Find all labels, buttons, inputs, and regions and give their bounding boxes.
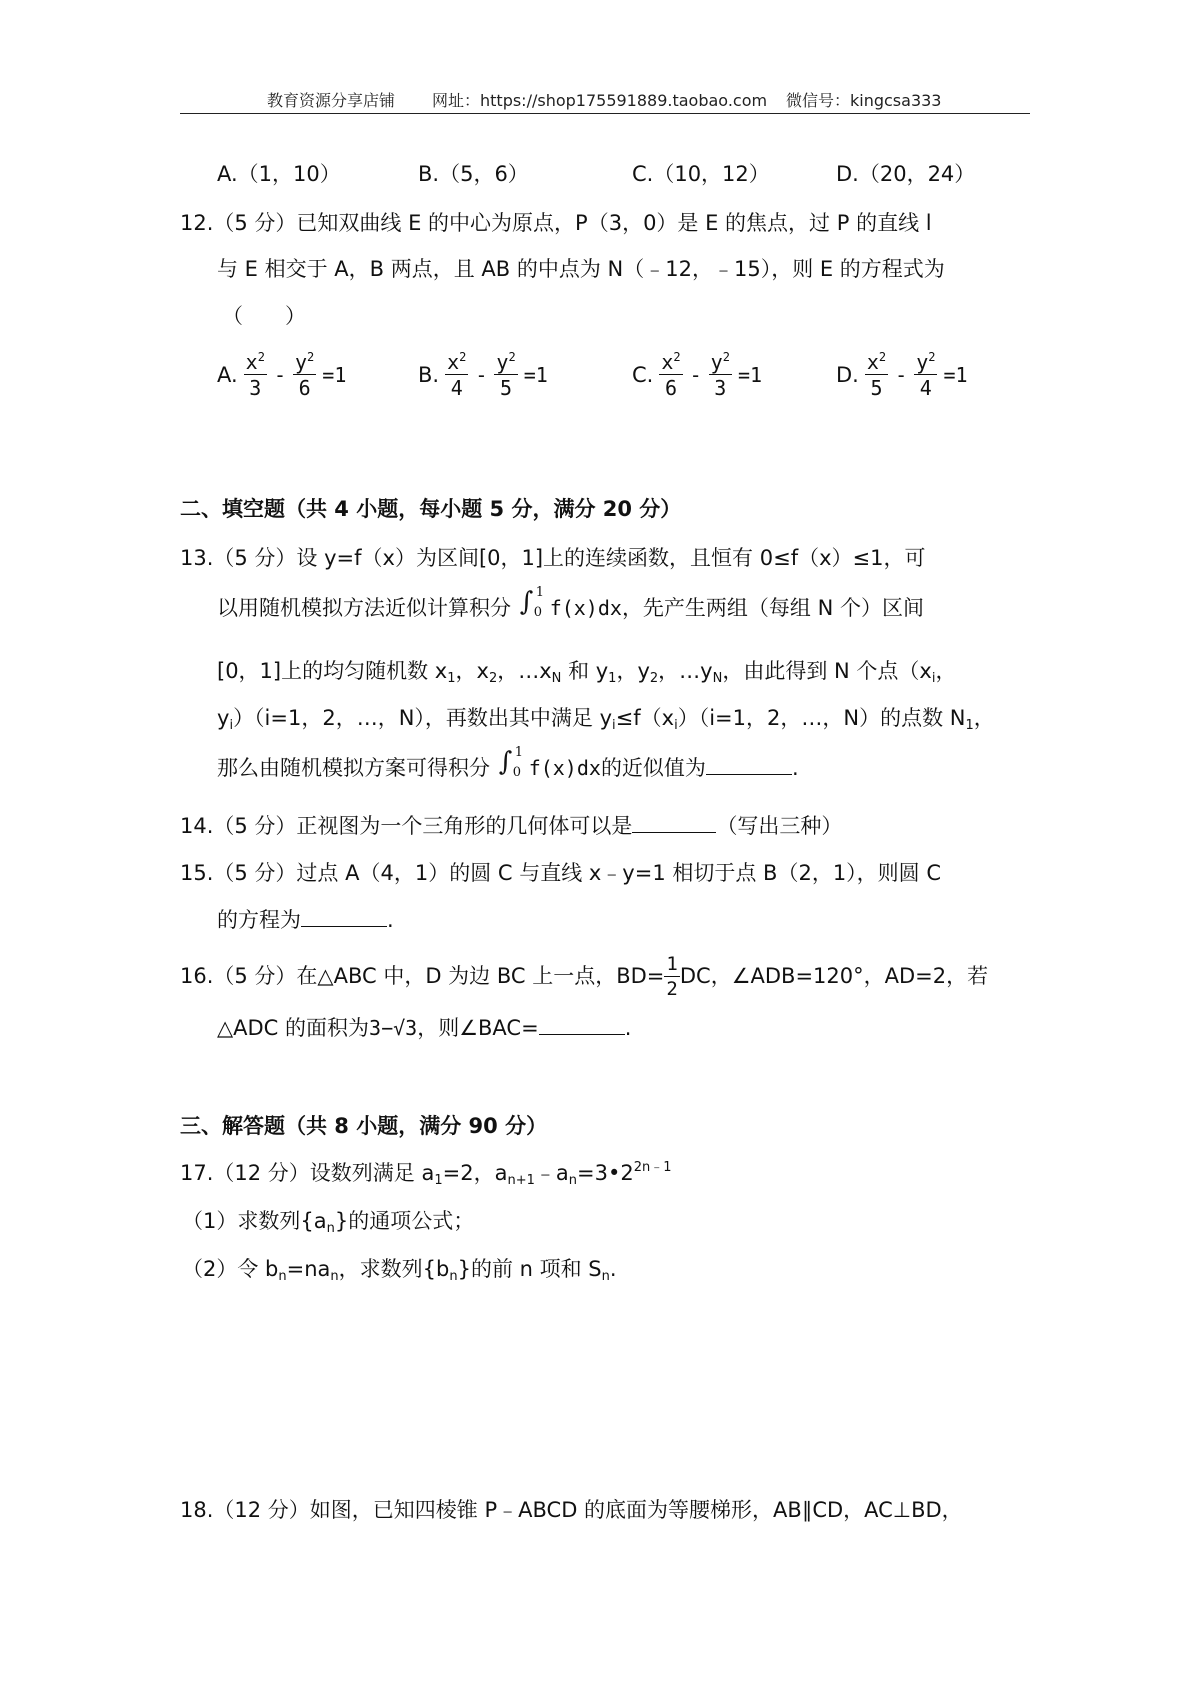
header-shop: 教育资源分享店铺: [267, 91, 396, 110]
option-label: D.: [836, 363, 859, 387]
fraction-one-half: $\frac{1}{2}$: [666, 953, 678, 1000]
fraction-x: $\frac{x^2}{6}$: [661, 350, 681, 400]
q13-line3: [0，1]上的均匀随机数 $x_1$，$x_2$，$\dots x_N$ 和 $y_1$，$y_2$，$\dots y_N$，由此得到 N 个点（$x_i$，: [217, 659, 957, 686]
option-label: A.: [217, 363, 238, 387]
q12-line1: 12.（5 分）已知双曲线 E 的中心为原点，P（3，0）是 E 的焦点，过 P 的直线 l: [180, 211, 932, 235]
q13-line2: 以用随机模拟方法近似计算积分 ∫ 1 0 f(x)dx，先产生两组（每组 N 个）区间: [217, 585, 924, 620]
q15-line2: 的方程为 .: [217, 908, 394, 932]
fraction-x: $\frac{x^2}{4}$: [447, 350, 467, 400]
fraction-y: $\frac{y^2}{6}$: [295, 350, 315, 400]
q17-part2: （2）令 $b_n=na_n$，求数列$\{b_n\}$的前 n 项和 $S_n$.: [182, 1257, 617, 1284]
q16-line2: △ADC 的面积为3−√3，则∠BAC= .: [217, 1016, 632, 1040]
fraction-y: $\frac{y^2}{5}$: [496, 350, 516, 400]
q17-line1: 17.（12 分）设数列满足 $a_1=2$，$a_{n+1}﹣a_n=3•2^{2n﹣1}$: [180, 1160, 672, 1188]
q12-option-c: C. $\frac{x^2}{6}$ - $\frac{y^2}{3}$ =1: [632, 350, 763, 400]
integral-icon: ∫ 1 0: [519, 585, 544, 620]
integral-icon: ∫ 1 0: [498, 745, 523, 780]
section-title-fill-blank: 二、填空题（共 4 小题，每小题 5 分，满分 20 分）: [180, 497, 682, 521]
q12-line3: （ ）: [222, 304, 306, 328]
option-label: B.: [418, 363, 440, 387]
answer-blank: [706, 756, 792, 775]
q13-line4: $y_i)(i=1$，2，…，N），再数出其中满足 $y_i\le f(x_i)(i=1$，2，…，N）的点数 $N_1$，: [217, 706, 995, 733]
q12-option-d: D. $\frac{x^2}{5}$ - $\frac{y^2}{4}$ =1: [836, 350, 968, 400]
q14-line: 14.（5 分）正视图为一个三角形的几何体可以是 （写出三种）: [180, 814, 843, 838]
q12-option-a: A. $\frac{x^2}{3}$ - $\frac{y^2}{6}$ =1: [217, 350, 347, 400]
q11-option-c: C.（10，12）: [632, 162, 770, 186]
answer-blank: [301, 908, 387, 927]
fraction-y: $\frac{y^2}{4}$: [916, 350, 936, 400]
q11-option-a: A.（1，10）: [217, 162, 341, 186]
answer-blank: [632, 814, 716, 833]
fraction-x: $\frac{x^2}{5}$: [866, 350, 887, 400]
q16-line1: 16.（5 分）在△ABC 中，D 为边 BC 上一点，BD= $\frac{1}{2}$ DC，∠ADB=120°，AD=2，若: [180, 953, 989, 1000]
q12-option-b: B. $\frac{x^2}{4}$ - $\frac{y^2}{5}$ =1: [418, 350, 548, 400]
q12-line2: 与 E 相交于 A，B 两点，且 AB 的中点为 N（﹣12，﹣15），则 E 的方程式为: [217, 257, 945, 281]
q11-option-d: D.（20，24）: [836, 162, 976, 186]
section-title-solutions: 三、解答题（共 8 小题，满分 90 分）: [180, 1114, 548, 1138]
option-label: C.: [632, 363, 654, 387]
fraction-x: $\frac{x^2}{3}$: [245, 350, 265, 400]
fraction-y: $\frac{y^2}{3}$: [710, 350, 730, 400]
answer-blank: [539, 1016, 625, 1035]
header-divider: [180, 113, 1030, 114]
q11-option-b: B.（5，6）: [418, 162, 529, 186]
q15-line1: 15.（5 分）过点 A（4，1）的圆 C 与直线 x﹣y=1 相切于点 B（2，1），则圆 C: [180, 861, 942, 885]
q18-line1: 18.（12 分）如图，已知四棱锥 P﹣ABCD 的底面为等腰梯形，AB∥CD，AC⊥BD，: [180, 1498, 963, 1522]
q13-line1: 13.（5 分）设 y=f（x）为区间[0，1]上的连续函数，且恒有 0≤f（x）≤1，可: [180, 546, 926, 570]
q13-line5: 那么由随机模拟方案可得积分 ∫ 1 0 f(x)dx的近似值为 .: [217, 745, 799, 780]
header-url[interactable]: 网址：https://shop175591889.taobao.com: [432, 91, 768, 110]
q17-part1: （1）求数列$\{a_n\}$的通项公式；: [182, 1209, 475, 1236]
header-wechat: 微信号：kingcsa333: [786, 91, 942, 110]
